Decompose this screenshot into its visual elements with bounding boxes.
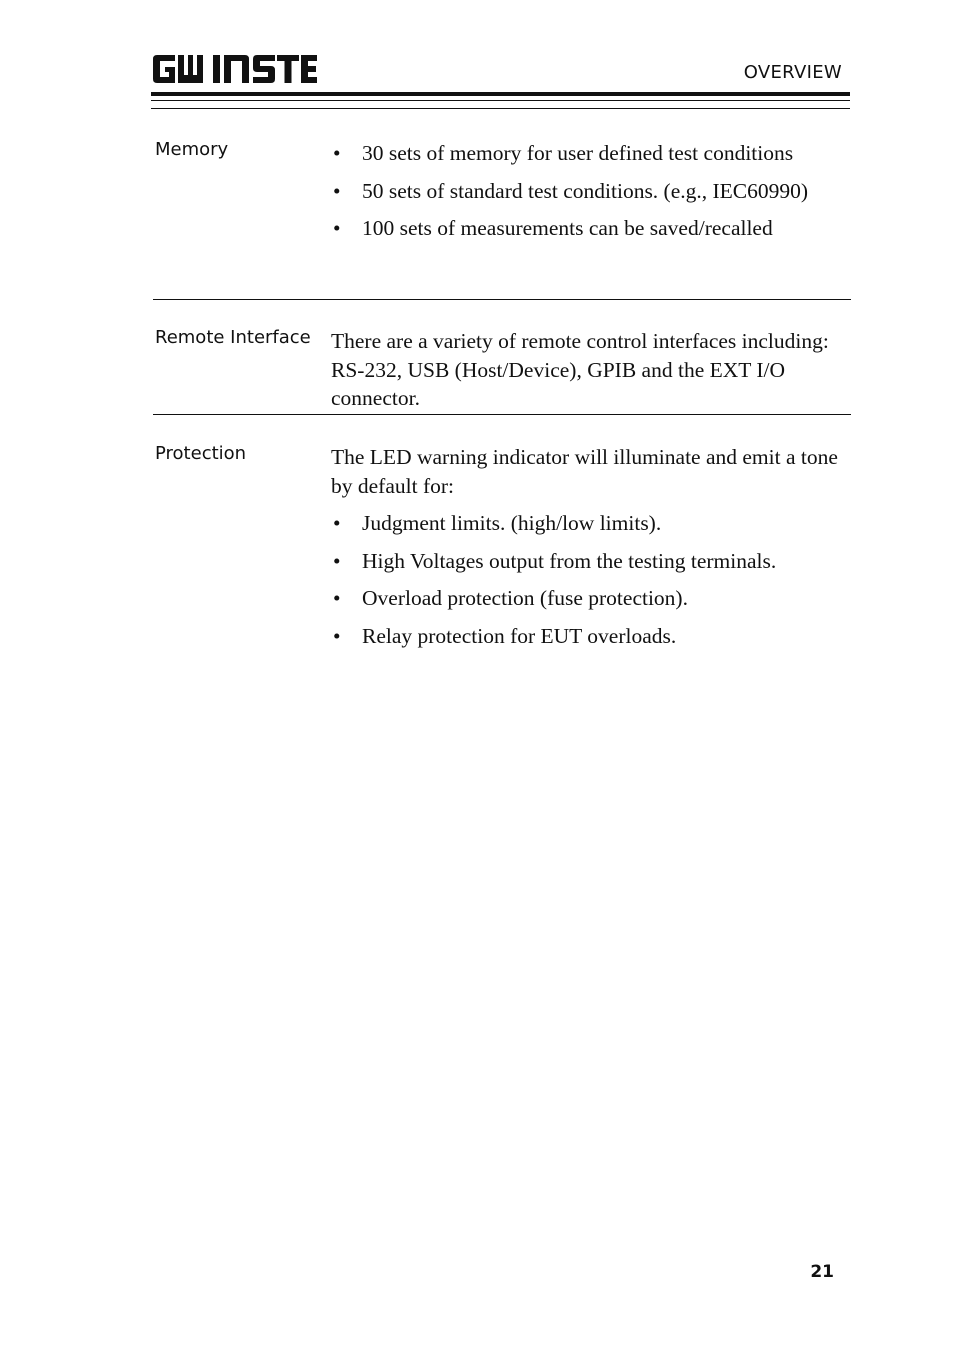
list-item: • High Voltages output from the testing terminals. [331, 547, 851, 576]
bullet-icon: • [333, 178, 341, 203]
header-rule-bottom [151, 108, 850, 109]
memory-bullet-list [331, 139, 851, 243]
protection-bullet-list [331, 509, 851, 650]
list-item: • 50 sets of standard test conditions. (e.g., IEC60990) [331, 177, 851, 206]
list-item: • Judgment limits. (high/low limits). [331, 509, 851, 538]
header-rule-thin [151, 100, 850, 101]
list-item: • 30 sets of memory for user defined test conditions [331, 139, 851, 168]
remote-interface-text: There are a variety of remote control interfaces including: RS-232, USB (Host/Device), GPIB and the EXT I/O connector. [331, 329, 829, 410]
protection-text: The LED warning indicator will illuminate and emit a tone by default for: [331, 445, 838, 498]
memory-label: Memory [155, 139, 229, 160]
bullet-icon: • [333, 216, 341, 240]
list-item: • 100 sets of measurements can be saved/recalled [331, 214, 851, 243]
list-item: • Relay protection for EUT overloads. [331, 622, 851, 651]
gw-instek-logo [153, 55, 325, 83]
protection-label: Protection [155, 443, 247, 464]
bullet-icon: • [333, 623, 341, 648]
protection-content [331, 443, 851, 659]
memory-content [331, 139, 851, 252]
section-divider [153, 414, 851, 415]
bullet-icon: • [333, 586, 341, 610]
page-number: 21 [810, 1262, 834, 1282]
section-divider [153, 299, 851, 300]
bullet-icon: • [333, 511, 341, 535]
remote-interface-content [331, 327, 851, 422]
bullet-icon: • [333, 141, 341, 165]
section-title: OVERVIEW [743, 62, 842, 83]
list-item: • Overload protection (fuse protection). [331, 584, 851, 613]
remote-interface-label: Remote Interface [155, 327, 311, 348]
bullet-icon: • [333, 548, 341, 573]
header-rule-thick [151, 92, 850, 96]
